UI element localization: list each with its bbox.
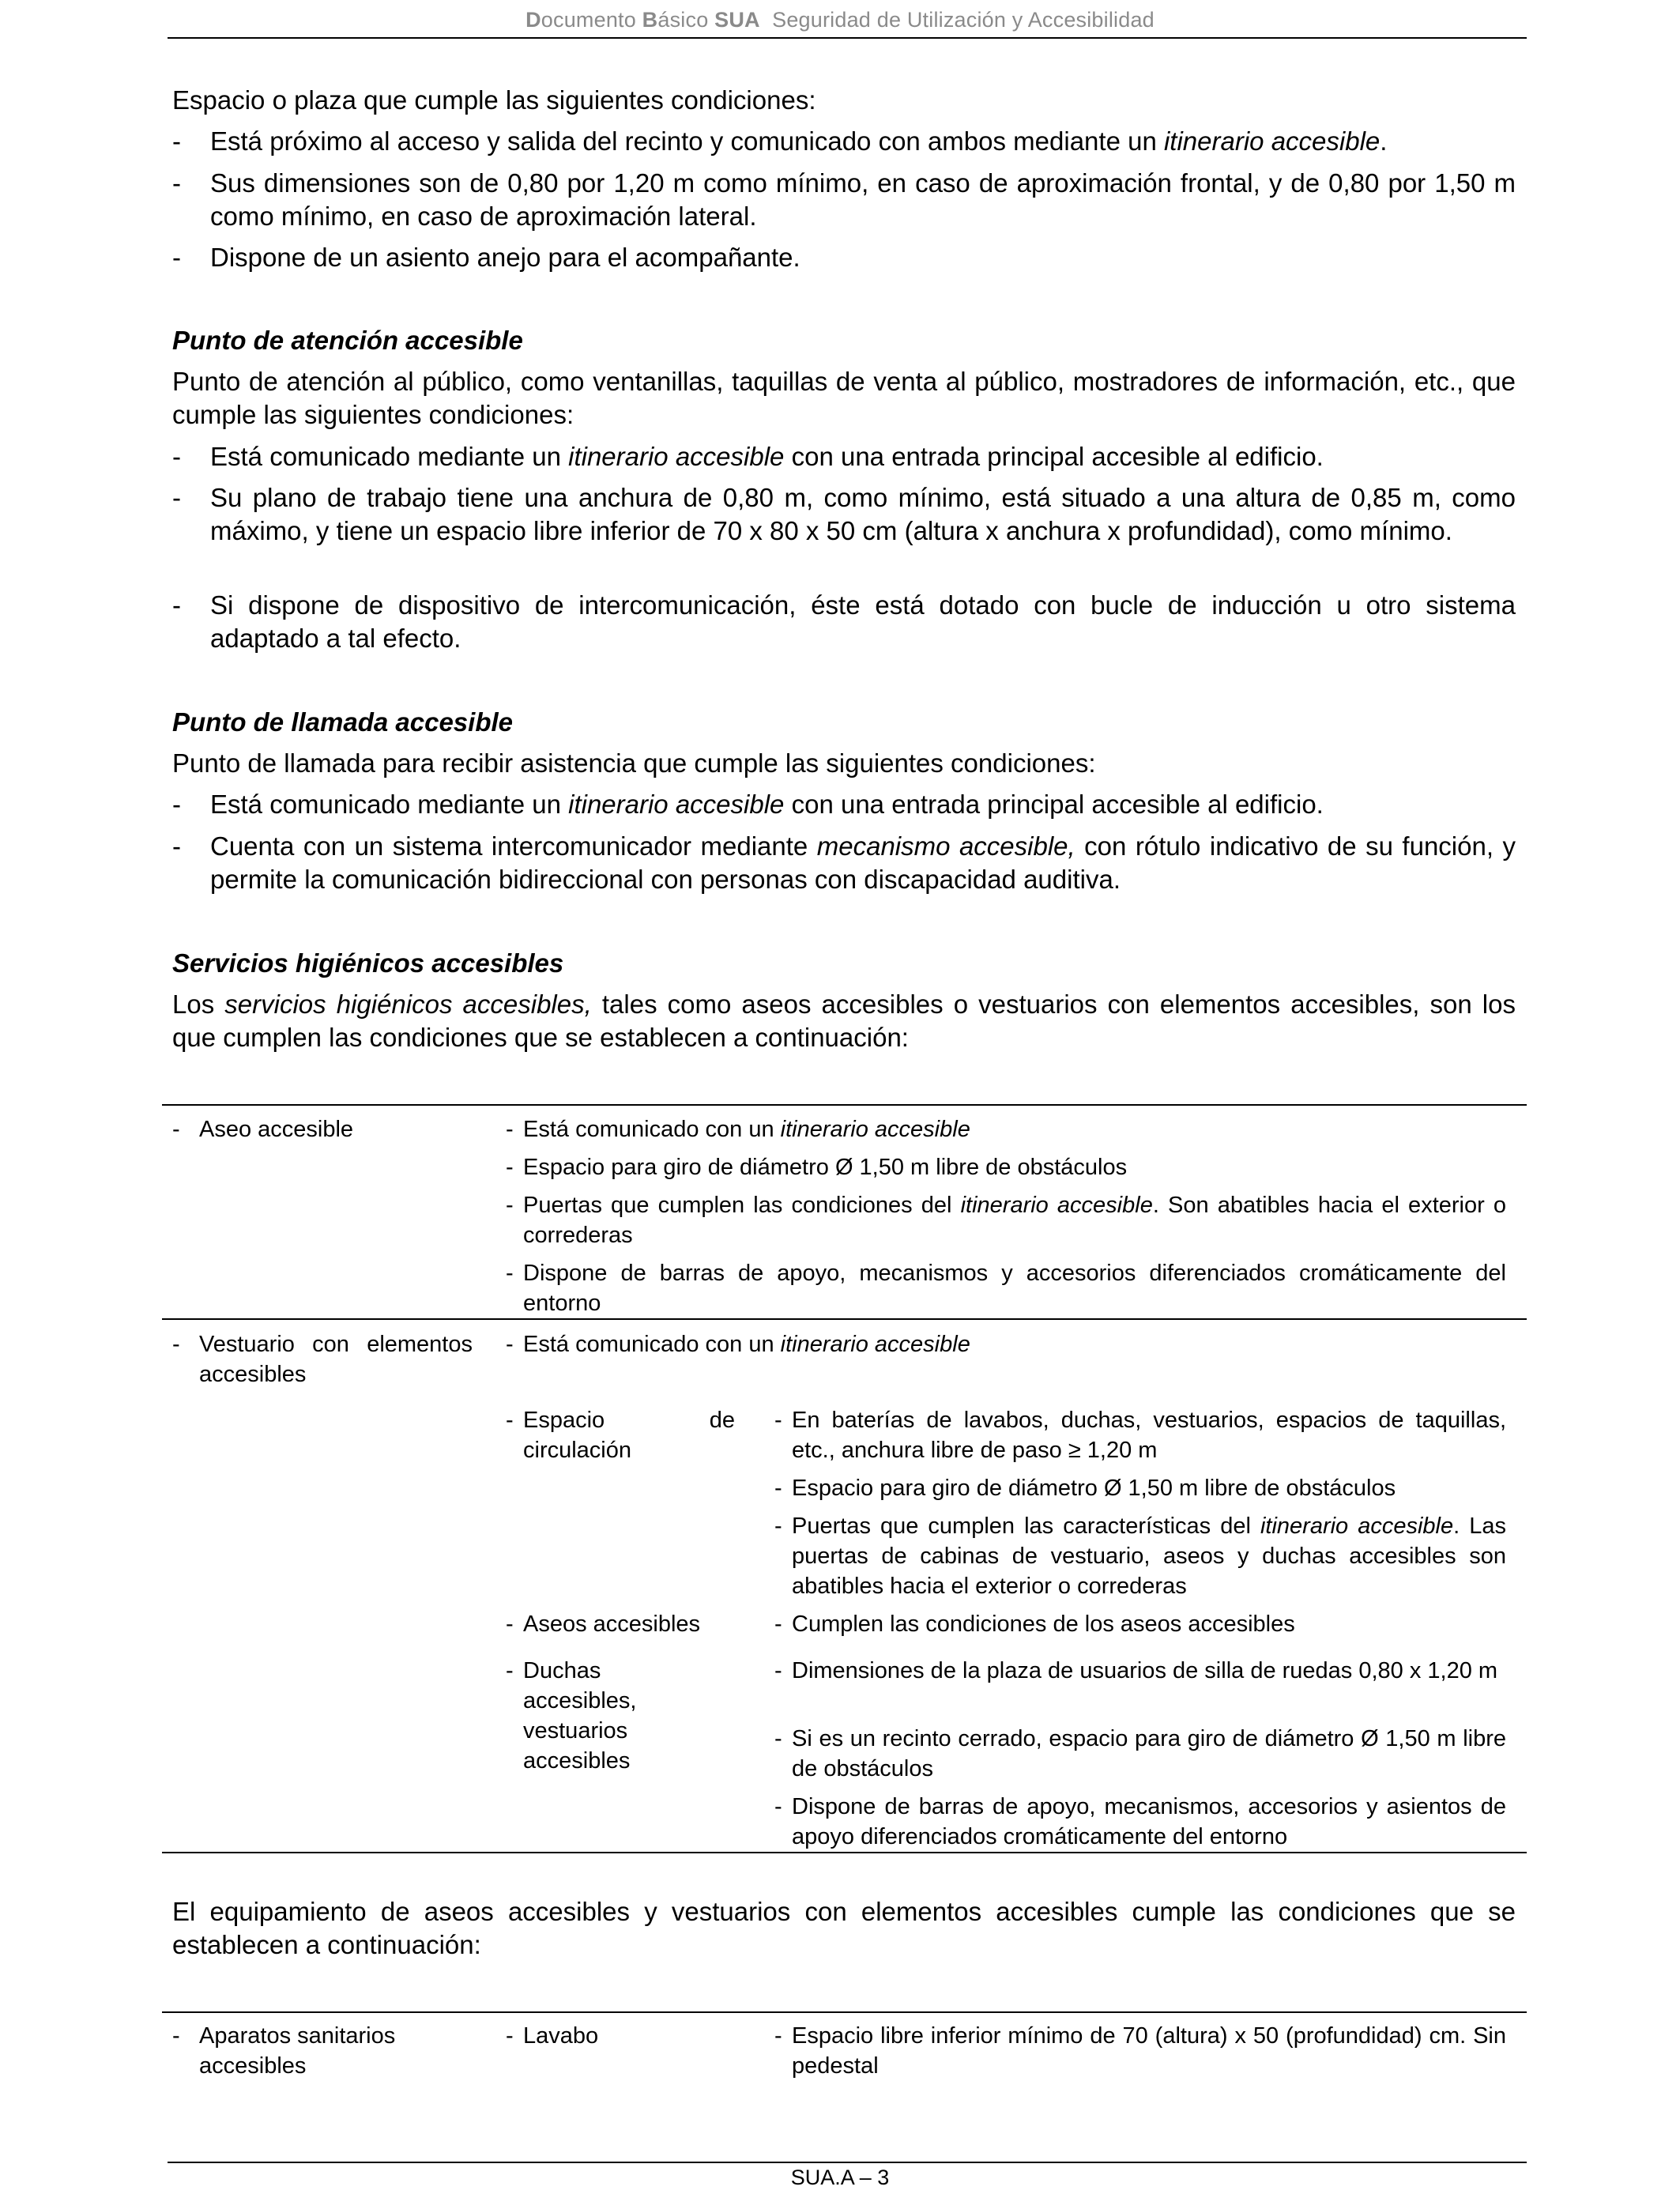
list-item: - Dispone de un asiento anejo para el acompañante.	[172, 243, 800, 272]
section-lead: El equipamiento de aseos accesibles y vestuarios con elementos accesibles cumple las condiciones que se establecen a continuación:	[172, 1897, 1516, 1959]
list-item: - Sus dimensiones son de 0,80 por 1,20 m como mínimo, en caso de aproximación frontal, y de 0,80 por 1,50 m como mínimo, en caso de aproximación lateral.	[172, 168, 1516, 231]
table-cell-item: - Dispone de barras de apoyo, mecanismos, accesorios y asientos de apoyo diferenciados cromáticamente del entorno	[774, 1794, 1506, 1849]
list-item: - Si dispone de dispositivo de intercomunicación, éste está dotado con bucle de inducción u otro sistema adaptado a tal efecto.	[172, 590, 1516, 653]
table-rule	[162, 1318, 1527, 1320]
table-cell-item: - Si es un recinto cerrado, espacio para giro de diámetro Ø 1,50 m libre de obstáculos	[774, 1726, 1506, 1781]
table-sub-label: - Espacio de circulación	[506, 1408, 735, 1463]
table-row-label: - Vestuario con elementos accesibles	[172, 1332, 473, 1387]
list-item: - Su plano de trabajo tiene una anchura de 0,80 m, como mínimo, está situado a una altura de 0,85 m, como máximo, y tiene un espacio libre inferior de 70 x 80 x 50 cm (altura x anchura x profundidad), como mínimo.	[172, 483, 1516, 545]
header-rule	[168, 37, 1527, 39]
intro-lead: Espacio o plaza que cumple las siguientes condiciones:	[172, 85, 816, 115]
section-heading: Punto de llamada accesible	[172, 707, 513, 737]
table-cell-item: - Puertas que cumplen las características del itinerario accesible. Las puertas de cabinas de vestuario, aseos y duchas accesibles son abatibles hacia el exterior o correderas	[774, 1514, 1507, 1599]
table-cell-item: - Dispone de barras de apoyo, mecanismos y accesorios diferenciados cromáticamente del entorno	[506, 1261, 1506, 1316]
table-row-label: - Aseo accesible	[172, 1117, 354, 1142]
table-rule	[162, 1104, 1527, 1106]
list-item: - Cuenta con un sistema intercomunicador mediante mecanismo accesible, con rótulo indicativo de su función, y permite la comunicación bidireccional con personas con discapacidad auditiva.	[172, 831, 1516, 894]
section-heading: Servicios higiénicos accesibles	[172, 948, 564, 978]
section-heading: Punto de atención accesible	[172, 326, 523, 355]
table-sub-label: - Lavabo	[506, 2023, 599, 2049]
table-sub-label: - Duchas accesibles, vestuarios accesibles	[506, 1658, 637, 1774]
table-row-label: - Aparatos sanitarios accesibles	[172, 2023, 396, 2079]
table-rule	[162, 1852, 1527, 1853]
table-rule	[162, 2011, 1527, 2013]
section-lead: Punto de atención al público, como ventanillas, taquillas de venta al público, mostradores de información, etc., que cumple las siguientes condiciones:	[172, 367, 1516, 429]
list-item: - Está comunicado mediante un itinerario accesible con una entrada principal accesible al edificio.	[172, 790, 1324, 819]
table-cell-item: - Está comunicado con un itinerario accesible	[506, 1332, 970, 1357]
table-cell-item: - Está comunicado con un itinerario accesible	[506, 1117, 970, 1142]
table-cell-item: - Espacio para giro de diámetro Ø 1,50 m libre de obstáculos	[506, 1155, 1128, 1180]
section-lead: Punto de llamada para recibir asistencia que cumple las siguientes condiciones:	[172, 748, 1096, 778]
table-cell-item: - Espacio libre inferior mínimo de 70 (altura) x 50 (profundidad) cm. Sin pedestal	[774, 2023, 1506, 2079]
table-cell-item: - Cumplen las condiciones de los aseos accesibles	[774, 1612, 1295, 1637]
table-cell-item: - En baterías de lavabos, duchas, vestuarios, espacios de taquillas, etc., anchura libre de paso ≥ 1,20 m	[774, 1408, 1506, 1463]
section-lead: Los servicios higiénicos accesibles, tales como aseos accesibles o vestuarios con elementos accesibles, son los que cumplen las condiciones que se establecen a continuación:	[172, 990, 1516, 1052]
footer-rule	[168, 2162, 1527, 2163]
table-sub-label: - Aseos accesibles	[506, 1612, 701, 1637]
table-cell-item: - Dimensiones de la plaza de usuarios de silla de ruedas 0,80 x 1,20 m	[774, 1658, 1498, 1683]
page-number: SUA.A – 3	[790, 2166, 890, 2189]
table-cell-item: - Puertas que cumplen las condiciones del itinerario accesible. Son abatibles hacia el exterior o correderas	[506, 1193, 1507, 1248]
running-header: Documento Básico SUA Seguridad de Utilización y Accesibilidad	[525, 8, 1155, 32]
table-cell-item: - Espacio para giro de diámetro Ø 1,50 m libre de obstáculos	[774, 1476, 1396, 1501]
list-item: - Está próximo al acceso y salida del recinto y comunicado con ambos mediante un itinerario accesible.	[172, 126, 1388, 156]
list-item: - Está comunicado mediante un itinerario accesible con una entrada principal accesible al edificio.	[172, 442, 1324, 471]
